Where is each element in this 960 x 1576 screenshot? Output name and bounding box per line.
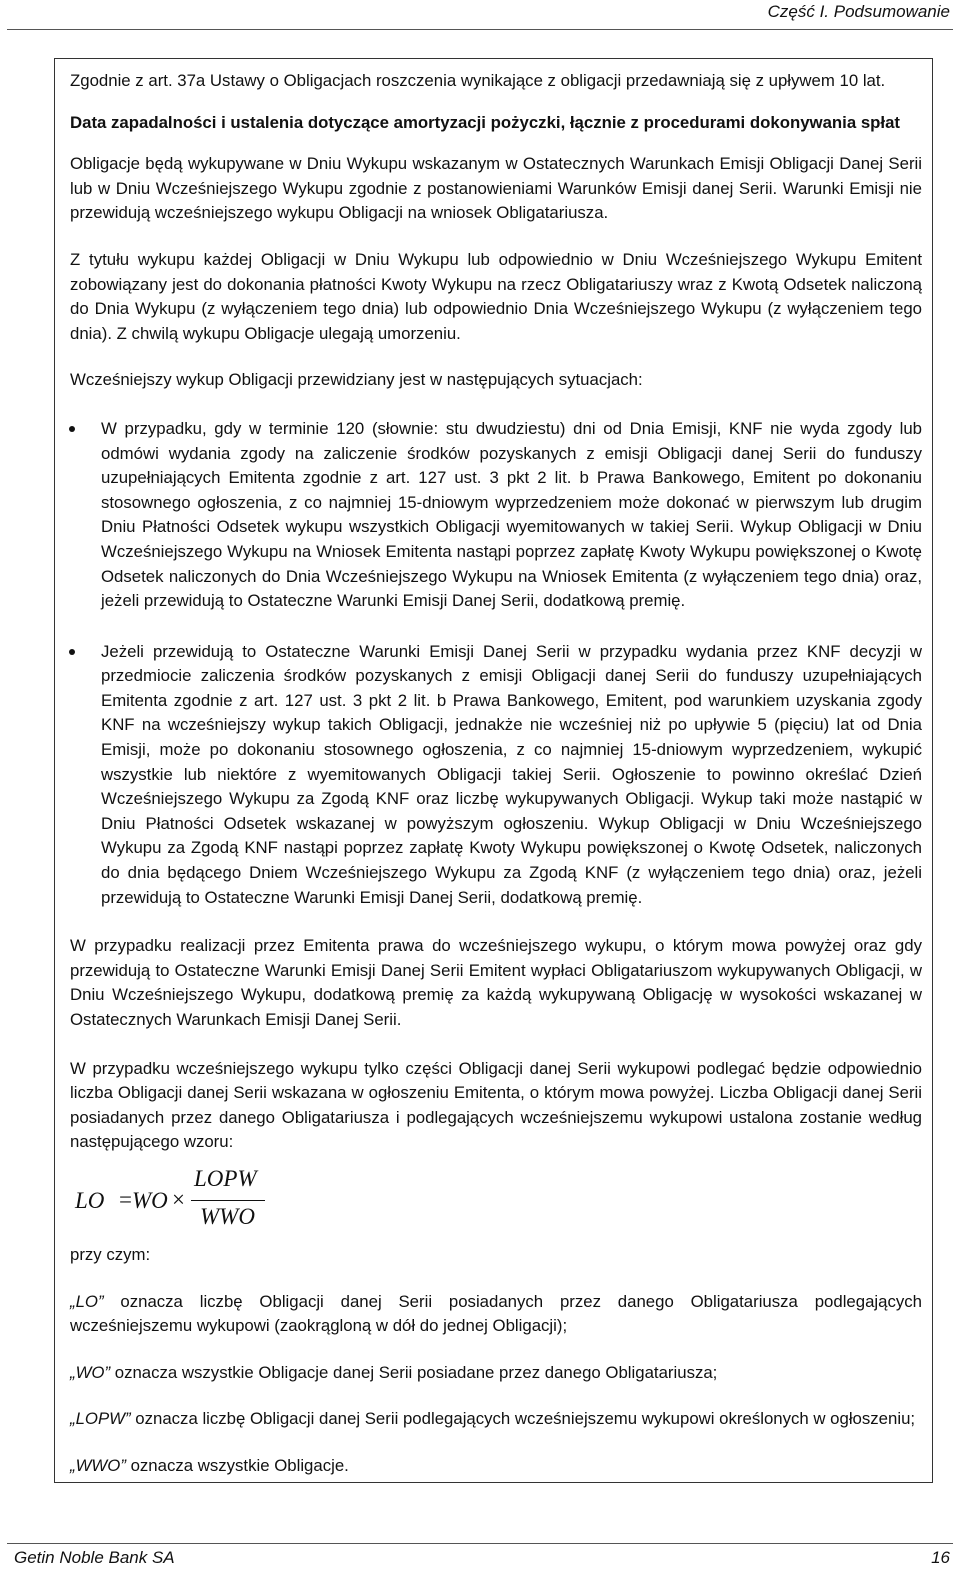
definition-text: oznacza wszystkie Obligacje danej Serii posiadane przez danego Obligatariusza; <box>110 1362 718 1382</box>
bullet-icon <box>69 649 75 655</box>
formula-wo: WO <box>132 1187 168 1213</box>
document-body <box>70 62 922 1479</box>
list-item <box>70 640 922 911</box>
paragraph-redemption-date: Obligacje będą wykupywane w Dniu Wykupu wskazanym w Ostatecznych Warunkach Emisji Obligacji Danej Serii lub w Dniu Wcześniejszego Wykupu zgodnie z postanowieniami Warunków Emisji danej Serii. Warunki Emisji nie przewidują wcześniejszego wykupu Obligacji na wniosek Obligatariusza. <box>70 154 922 223</box>
paragraph-redemption-payment: Z tytułu wykupu każdej Obligacji w Dniu Wykupu lub odpowiednio w Dniu Wcześniejszego Wykupu Emitent zobowiązany jest do dokonania płatności Kwoty Wykupu na rzecz Obligatariuszy wraz z Kwotą Odsetek naliczoną do Dnia Wykupu (z wyłączeniem tego dnia) lub odpowiednio Dnia Wcześniejszego Wykupu (z wyłączeniem tego dnia). Z chwilą wykupu Obligacje ulegają umorzeniu. <box>70 249 922 343</box>
paragraph-partial-redemption: W przypadku wcześniejszego wykupu tylko części Obligacji danej Serii wykupowi podlegać będzie odpowiednio liczba Obligacji danej Serii wskazana w ogłoszeniu Emitenta, o którym mowa powyżej. Liczba Obligacji danej Serii posiadanych przez danego Obligatariusza i podlegających wcześniejszemu wykupowi ustalona zostanie według następującego wzoru: <box>70 1058 922 1152</box>
definition-wwo <box>70 1454 922 1479</box>
formula-fraction-bar <box>191 1200 265 1201</box>
definition-lo <box>70 1290 922 1339</box>
paragraph-early-redemption-intro: Wcześniejszy wykup Obligacji przewidziany jest w następujących sytuacjach: <box>70 370 643 390</box>
definition-text: oznacza liczbę Obligacji danej Serii posiadanych przez danego Obligatariusza podlegających wcześniejszemu wykupowi (zaokrągloną w dół do jednej Obligacji); <box>70 1291 922 1336</box>
definition-text: oznacza wszystkie Obligacje. <box>125 1455 349 1475</box>
list-item-text: W przypadku, gdy w terminie 120 (słownie: stu dwudziestu) dni od Dnia Emisji, KNF nie wyda zgody lub odmówi wydania zgody na zaliczenie środków pozyskanych z emisji Obligacji danej Serii do funduszy uzupełniających Emitenta zgodnie z art. 127 ust. 3 pkt 2 lit. b Prawa Bankowego, Emitent po dokonaniu stosownego ogłoszenia, z co najmniej 15-dniowym wyprzedzeniem może dokonać w pierwszym lub drugim Dniu Płatności Odsetek wykupu wszystkich Obligacji wyemitowanych w takiej Serii. Wykup Obligacji w Dniu Wcześniejszego Wykupu na Wniosek Emitenta nastąpi poprzez zapłatę Kwoty Wykupu powiększonej o Kwotę Odsetek naliczonych do Dnia Wcześniejszego Wykupu na Wniosek Emitenta (z wyłączeniem tego dnia) oraz, jeżeli przewidują to Ostateczne Warunki Emisji Danej Serii, dodatkową premię. <box>101 418 922 611</box>
section-heading: Data zapadalności i ustalenia dotyczące amortyzacji pożyczki, łącznie z procedurami dokonywania spłat <box>70 112 901 132</box>
paragraph-limitation: Zgodnie z art. 37a Ustawy o Obligacjach roszczenia wynikające z obligacji przedawniają się z upływem 10 lat. <box>70 71 886 90</box>
bullet-icon <box>69 426 75 432</box>
definition-term: „LO” <box>70 1291 104 1311</box>
definition-lopw <box>70 1407 922 1432</box>
where-label: przy czym: <box>70 1244 151 1264</box>
formula-numerator: LOPW <box>194 1165 257 1191</box>
footer-divider <box>7 1543 953 1544</box>
header-divider <box>7 29 953 30</box>
definition-term: „WWO” <box>70 1455 126 1475</box>
definition-term: „LOPW” <box>70 1409 131 1429</box>
formula-lhs: LO <box>75 1187 105 1213</box>
formula-times: × <box>172 1186 185 1212</box>
formula-denominator: WWO <box>200 1203 255 1229</box>
list-item <box>70 417 922 614</box>
formula-equals: = <box>119 1186 132 1212</box>
definition-term: „WO” <box>70 1362 111 1382</box>
page-number: 16 <box>931 1548 950 1567</box>
paragraph-premium: W przypadku realizacji przez Emitenta prawa do wcześniejszego wykupu, o którym mowa powyżej oraz gdy przewidują to Ostateczne Warunki Emisji Danej Serii Emitent wypłaci Obligatariuszom wykupywanych Obligacji, w Dniu Wcześniejszego Wykupu, dodatkową premię za każdą wykupywaną Obligację w wysokości wskazanej w Ostatecznych Warunkach Emisji Danej Serii. <box>70 936 922 1029</box>
list-item-text: Jeżeli przewidują to Ostateczne Warunki Emisji Danej Serii w przypadku wydania przez KNF decyzji w przedmiocie zaliczenia środków pozyskanych z emisji Obligacji danej Serii do funduszy uzupełniających Emitenta zgodnie z art. 127 ust. 3 pkt 2 lit. b Prawa Bankowego, Emitent, pod warunkiem uzyskania zgody KNF na wcześniejszy wykup takich Obligacji, jednakże nie wcześniej niż po upływie 5 (pięciu) lat od Dnia Emisji, może po dokonaniu stosownego ogłoszenia, z co najmniej 15-dniowym wyprzedzeniem, wykupić wszystkie lub niektóre z wyemitowanych Obligacji takiej Serii. Ogłoszenie to powinno określać Dzień Wcześniejszego Wykupu za Zgodą KNF oraz liczbę wykupywanych Obligacji. Wykup taki może nastąpić w Dniu Płatności Odsetek wskazanej w powyższym ogłoszeniu. Wykup Obligacji w Dniu Wcześniejszego Wykupu za Zgodą KNF nastąpi poprzez zapłatę Kwoty Wykupu powiększonej o Kwotę Odsetek, naliczonych do dnia będącego Dniem Wcześniejszego Wykupu za Zgodą KNF (z wyłączeniem tego dnia) oraz, jeżeli przewidują to Ostateczne Warunki Emisji Danej Serii, dodatkową premię. <box>101 641 922 907</box>
footer-company: Getin Noble Bank SA <box>14 1548 175 1567</box>
section-header: Część I. Podsumowanie <box>767 2 950 21</box>
definition-text: oznacza liczbę Obligacji danej Serii podlegających wcześniejszemu wykupowi określonych w ogłoszeniu; <box>130 1409 916 1429</box>
definition-wo <box>70 1361 922 1386</box>
formula <box>70 1167 922 1239</box>
